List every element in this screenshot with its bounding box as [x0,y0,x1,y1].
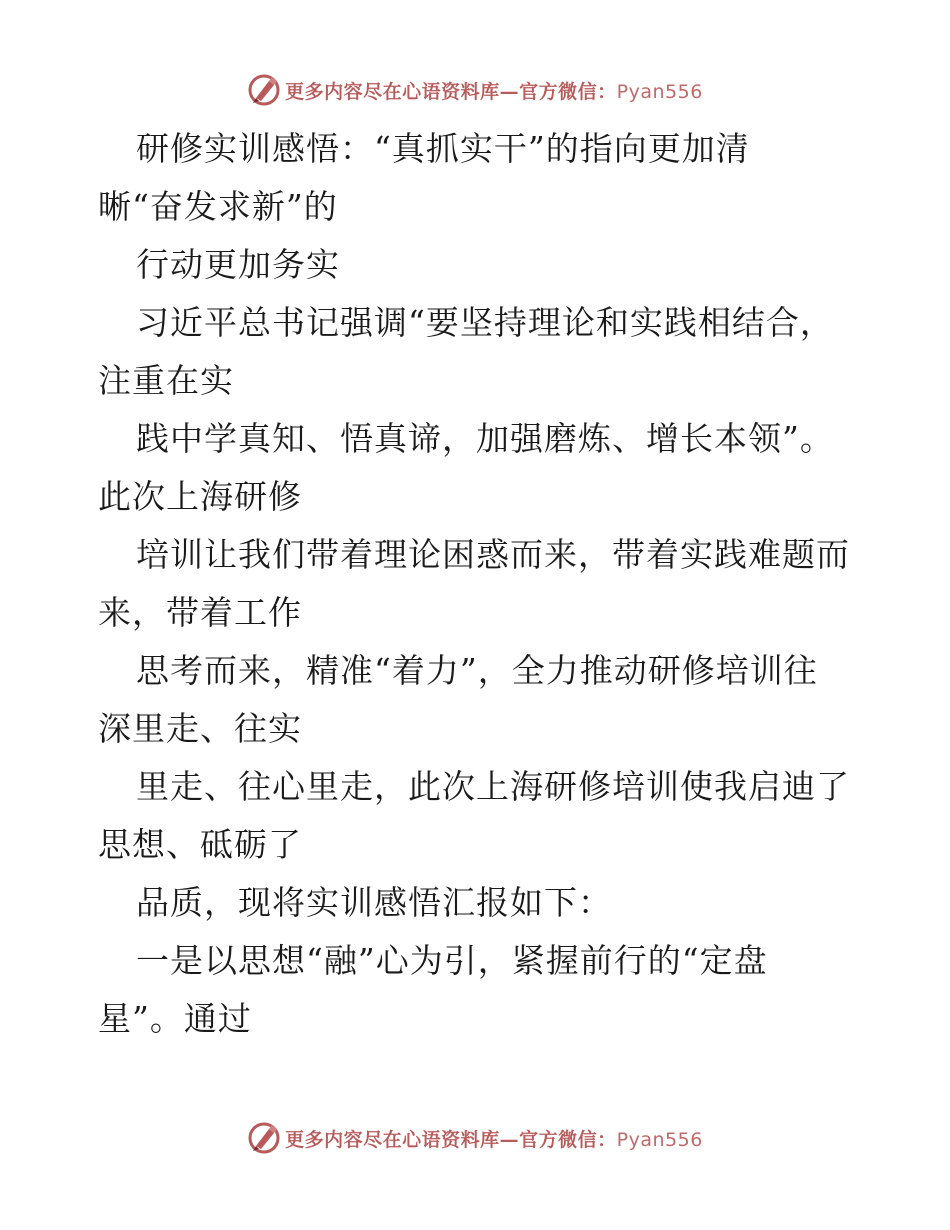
text-line: 此次上海研修 [98,477,302,516]
banner-text: 更多内容尽在心语资料库—官方微信：Pyan556 [285,1128,703,1151]
footer-banner [0,1118,950,1158]
text-line: 星”。通过 [98,999,252,1038]
text-line: 思想、砥砺了 [98,825,302,864]
text-line: 品质，现将实训感悟汇报如下： [136,883,612,922]
text-line: 行动更加务实 [136,245,340,284]
text-line: 深里走、往实 [98,709,302,748]
text-line: 培训让我们带着理论困惑而来，带着实践难题而 [136,535,850,574]
text-line: 晰“奋发求新”的 [98,187,338,226]
pen-logo-icon [247,1121,281,1155]
text-line: 里走、往心里走，此次上海研修培训使我启迪了 [136,767,850,806]
text-line: 思考而来，精准“着力”，全力推动研修培训往 [136,651,818,690]
text-line: 践中学真知、悟真谛，加强磨炼、增长本领”。 [136,419,834,458]
header-banner [0,70,950,110]
text-line: 习近平总书记强调“要坚持理论和实践相结合， [136,303,834,342]
banner-text: 更多内容尽在心语资料库—官方微信：Pyan556 [285,80,703,103]
text-line: 一是以思想“融”心为引，紧握前行的“定盘 [136,941,768,980]
text-line: 注重在实 [98,361,234,400]
pen-logo-icon [247,73,281,107]
text-line: 来，带着工作 [98,593,302,632]
document-body [98,120,858,1048]
text-line: 研修实训感悟：“真抓实干”的指向更加清 [136,129,750,168]
